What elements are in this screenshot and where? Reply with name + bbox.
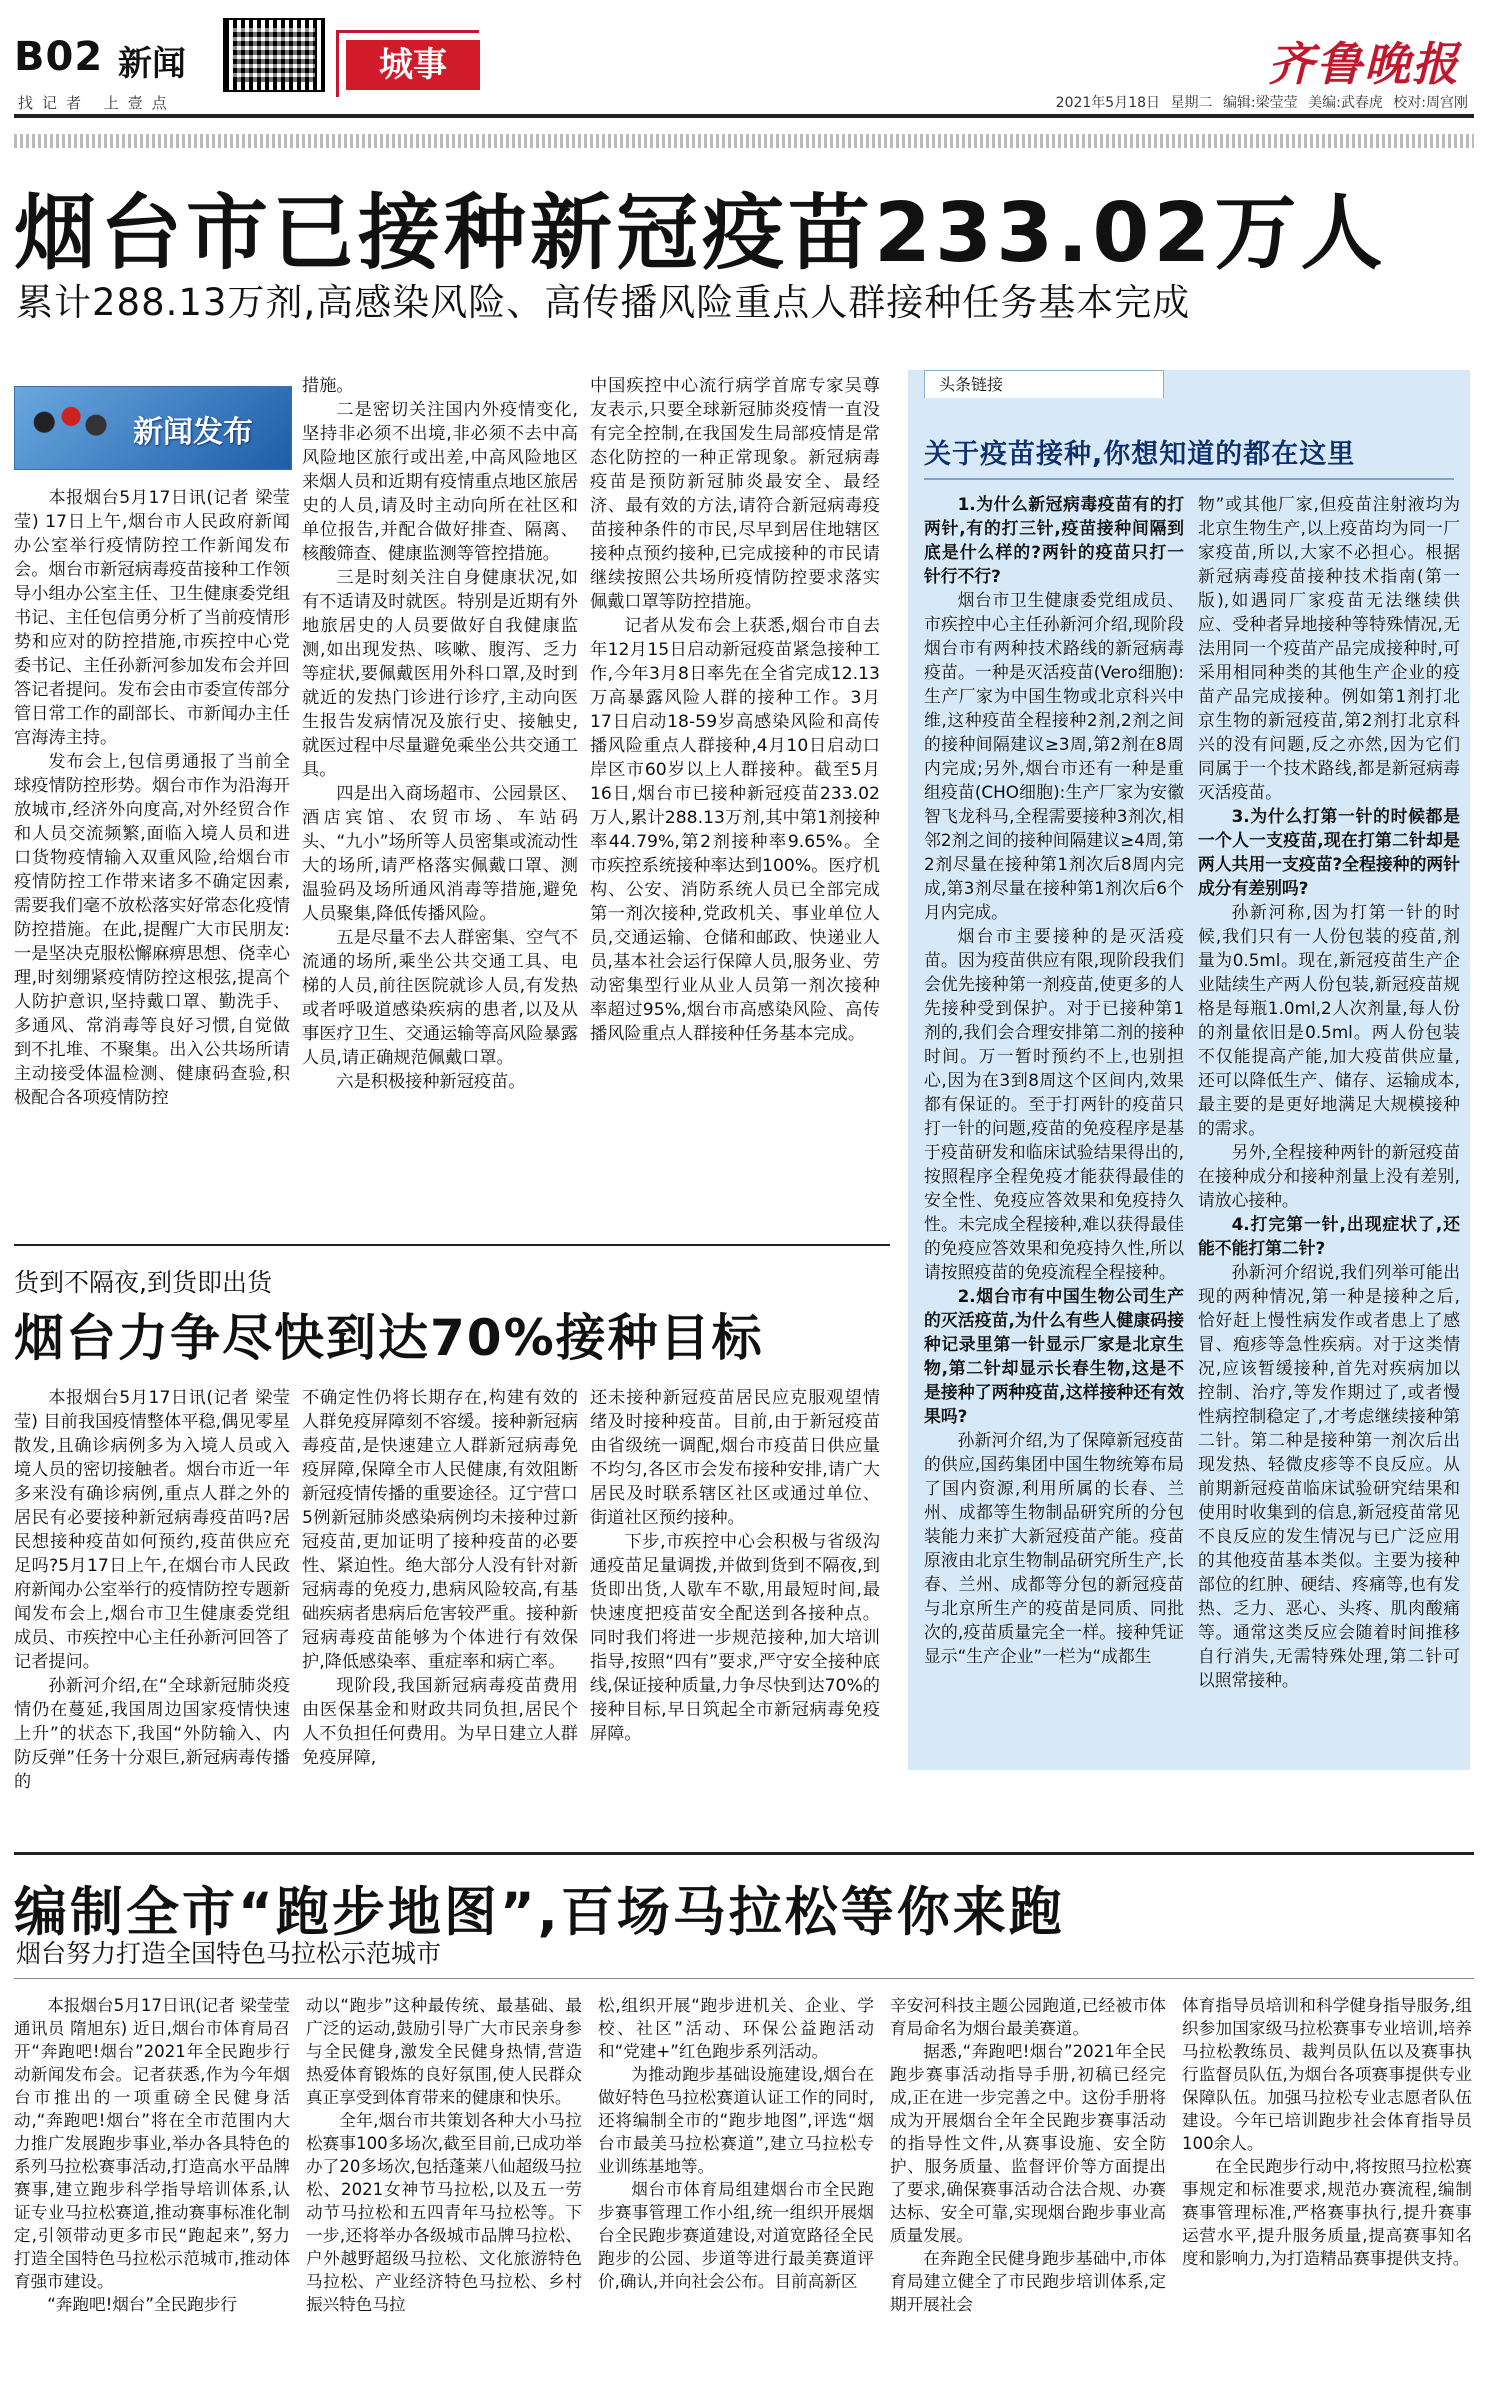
- paragraph: 全年,烟台市共策划各种大小马拉松赛事100多场次,截至目前,已成功举办了20多场次,包括蓬莱八仙超级马拉松、2021女神节马拉松,以及五一劳动节马拉松和五四青年马拉松等。下一步,还将举办各级城市品牌马拉松、户外越野超级马拉松、文化旅游特色马拉松、产业经济特色马拉松、乡村振兴特色马拉: [306, 2111, 582, 2314]
- answer: 孙新河称,因为打第一针的时候,我们只有一人份包装的疫苗,剂量为0.5ml。现在,新冠疫苗生产企业陆续生产两人份包装,新冠疫苗规格是每瓶1.0ml,2人次剂量,每人份的剂量依旧是0.5ml。两人份包装不仅能提高产能,加大疫苗供应量,还可以降低生产、储存、运输成本,最主要的是更好地满足大规模接种的需求。: [1198, 902, 1460, 1138]
- slogan: 找记者 上壹点: [18, 94, 176, 112]
- sidebar-rule: [924, 478, 1454, 480]
- question: 2.烟台市有中国生物公司生产的灭活疫苗,为什么有些人健康码接种记录里第一针显示厂家是北京生物,第二针却显示长春生物,这是不是接种了两种疫苗,这样接种还有效果吗?: [924, 1286, 1184, 1426]
- answer: 物”或其他厂家,但疫苗注射液均为北京生物生产,以上疫苗均为同一厂家疫苗,所以,大家不必担心。根据新冠病毒疫苗接种技术指南(第一版),如遇同厂家疫苗无法继续供应、受种者异地接种等特殊情况,无法用同一个疫苗产品完成接种时,可采用相同种类的其他生产企业的疫苗产品完成接种。例如第1剂打北京生物的新冠疫苗,第2剂打北京科兴的没有问题,反之亦然,因为它们同属于一个技术路线,都是新冠病毒灭活疫苗。: [1198, 494, 1460, 802]
- paragraph: 本报烟台5月17日讯(记者 梁莹莹) 17日上午,烟台市人民政府新闻办公室举行疫情防控工作新闻发布会。烟台市新冠病毒疫苗接种工作领导小组办公室主任、卫生健康委党组书记、主任包信勇分析了当前疫情形势和应对的防控措施,市疾控中心党委书记、主任孙新河参加发布会并回答记者提问。发布会由市委宣传部分管日常工作的副部长、市新闻办主任宫海涛主持。: [14, 488, 290, 748]
- answer: 烟台市卫生健康委党组成员、市疾控中心主任孙新河介绍,现阶段烟台市有两种技术路线的新冠病毒疫苗。一种是灭活疫苗(Vero细胞):生产厂家为中国生物或北京科兴中维,这种疫苗全程接种2剂,2剂之间的接种间隔建议≥3周,第2剂在8周内完成;另外,烟台市还有一种是重组疫苗(CHO细胞):生产厂家为安徽智飞龙科马,全程需要接种3剂次,相邻2剂之间的接种间隔建议≥4周,第2剂尽量在接种第1剂次后8周内完成,第3剂尽量在接种第1剂次后6个月内完成。: [924, 590, 1184, 922]
- date: 2021年5月18日: [1055, 95, 1161, 111]
- proofreader: 校对:周宫刚: [1393, 95, 1468, 111]
- question: 3.为什么打第一针的时候都是一个人一支疫苗,现在打第二针却是两人共用一支疫苗?全程接种的两针成分有差别吗?: [1198, 806, 1460, 898]
- article2-col3: [590, 1386, 880, 1746]
- article1-col1: [14, 486, 290, 1110]
- question: 1.为什么新冠病毒疫苗有的打两针,有的打三针,疫苗接种间隔到底是什么样的?两针的疫苗只打一针行不行?: [924, 494, 1184, 586]
- article3-col1: [14, 1994, 290, 2316]
- top-rule-pattern: [14, 134, 1474, 148]
- paragraph: 为推动跑步基础设施建设,烟台在做好特色马拉松赛道认证工作的同时,还将编制全市的“跑步地图”,评选“烟台市最美马拉松赛道”,建立马拉松专业训练基地等。: [598, 2065, 874, 2176]
- microphones-icon: [25, 399, 121, 457]
- paragraph: 措施。: [302, 376, 354, 396]
- paragraph: 下步,市疾控中心会积极与省级沟通疫苗足量调拨,并做到货到不隔夜,到货即出货,人歇车不歇,用最短时间,最快速度把疫苗安全配送到各接种点。同时我们将进一步规范接种,加大培训指导,按照“四有”要求,严守安全接种底线,保证接种质量,力争尽快到达70%的接种目标,早日筑起全市新冠病毒免疫屏障。: [590, 1532, 880, 1744]
- question: 4.打完第一针,出现症状了,还能不能打第二针?: [1198, 1214, 1460, 1258]
- paragraph: 发布会上,包信勇通报了当前全球疫情防控形势。烟台市作为沿海开放城市,经济外向度高,对外经贸合作和人员交流频繁,面临入境人员和进口货物疫情输入双重风险,给烟台市疫情防控工作带来诸多不确定因素,需要我们毫不放松落实好常态化疫情防控措施。在此,提醒广大市民朋友:一是坚决克服松懈麻痹思想、侥幸心理,时刻绷紧疫情防控这根弦,提高个人防护意识,坚持戴口罩、勤洗手、多通风、常消毒等良好习惯,自觉做到不扎堆、不聚集。出入公共场所请主动接受体温检测、健康码查验,积极配合各项疫情防控: [14, 752, 290, 1108]
- section-divider: [14, 1852, 1474, 1855]
- article2-headline: 烟台力争尽快到达70%接种目标: [14, 1309, 764, 1367]
- article2-kicker: 货到不隔夜,到货即出货: [14, 1268, 272, 1297]
- section-divider: [14, 1244, 890, 1246]
- article2-col1: [14, 1386, 290, 1794]
- paragraph: 本报烟台5月17日讯(记者 梁莹莹 通讯员 隋旭东) 近日,烟台市体育局召开“奔跑吧!烟台”2021年全民跑步行动新闻发布会。记者获悉,作为今年烟台市推出的一项重磅全民健身活动,“奔跑吧!烟台”将在全市范围内大力推广发展跑步事业,举办各具特色的系列马拉松赛事活动,打造高水平品牌赛事,建立跑步科学指导培训体系,认证专业马拉松赛道,推动赛事标准化制定,引领带动更多市民“跑起来”,努力打造全国特色马拉松示范城市,推动体育强市建设。: [14, 1996, 290, 2291]
- paragraph: 不确定性仍将长期存在,构建有效的人群免疫屏障刻不容缓。接种新冠病毒疫苗,是快速建立人群新冠病毒免疫屏障,保障全市人民健康,有效阻断新冠疫情传播的重要途径。辽宁营口5例新冠肺炎感染病例均未接种过新冠疫苗,更加证明了接种疫苗的必要性、紧迫性。绝大部分人没有针对新冠病毒的免疫力,患病风险较高,有基础疾病者患病后危害较严重。接种新冠病毒疫苗能够为个体进行有效保护,降低感染率、重症率和病亡率。: [302, 1388, 578, 1672]
- editor: 编辑:梁莹莹: [1222, 95, 1298, 111]
- paragraph: 中国疾控中心流行病学首席专家吴尊友表示,只要全球新冠肺炎疫情一直没有完全控制,在我国发生局部疫情是常态化防控的一种正常现象。新冠病毒疫苗是预防新冠肺炎最安全、最经济、最有效的方法,请符合新冠病毒疫苗接种条件的市民,尽早到居住地辖区接种点预约接种,已完成接种的市民请继续按照公共场所疫情防控要求落实佩戴口罩等防控措施。: [590, 376, 880, 612]
- paragraph: 松,组织开展“跑步进机关、企业、学校、社区”活动、环保公益跑活动和“党建+”红色跑步系列活动。: [598, 1996, 874, 2061]
- paragraph: 六是积极接种新冠疫苗。: [336, 1072, 526, 1092]
- answer: 烟台市主要接种的是灭活疫苗。因为疫苗供应有限,现阶段我们会优先接种第一剂疫苗,使更多的人先接种受到保护。对于已接种第1剂的,我们会合理安排第二剂的接种时间。万一暂时预约不上,也别担心,因为在3到8周这个区间内,效果都有保证的。至于打两针的疫苗只打一针的问题,疫苗的免疫程序是基于疫苗研发和临床试验结果得出的,按照程序全程免疫才能获得最佳的安全性、免疫应答效果和免疫持久性。未完成全程接种,难以获得最佳的免疫应答效果和免疫持久性,所以请按照疫苗的免疫流程全程接种。: [924, 926, 1184, 1282]
- page-code: B02: [14, 34, 104, 80]
- top-rule: [14, 114, 1474, 118]
- main-headline: 烟台市已接种新冠疫苗233.02万人: [14, 186, 1387, 281]
- paragraph: 在奔跑全民健身跑步基础中,市体育局建立健全了市民跑步培训体系,定期开展社会: [890, 2249, 1166, 2314]
- sidebar-col-right: [1198, 492, 1460, 1692]
- article1-col3: [590, 374, 880, 1046]
- answer: 孙新河介绍,为了保障新冠疫苗的供应,国药集团中国生物统筹布局了国内资源,利用所属的长春、兰州、成都等生物制品研究所的分包装能力来扩大新冠疫苗产能。疫苗原液由北京生物制品研究所生产,长春、兰州、成都等分包的新冠疫苗与北京所生产的疫苗是同质、同批次的,疫苗质量完全一样。接种凭证显示“生产企业”一栏为“成都生: [924, 1430, 1184, 1666]
- designer: 美编:武春虎: [1308, 95, 1383, 111]
- column-label: 城事: [346, 40, 480, 90]
- weekday: 星期二: [1170, 95, 1213, 111]
- qr-code[interactable]: [223, 18, 325, 92]
- banner-text: 新闻发布: [133, 415, 253, 450]
- paragraph: 还未接种新冠疫苗居民应克服观望情绪及时接种疫苗。目前,由于新冠疫苗由省级统一调配,烟台市疫苗日供应量不均匀,各区市会发布接种安排,请广大居民及时联系辖区社区或通过单位、街道社区预约接种。: [590, 1388, 880, 1528]
- sidebar-col-left: [924, 492, 1184, 1668]
- answer: 孙新河介绍说,我们列举可能出现的两种情况,第一种是接种之后,恰好赶上慢性病发作或者患上了感冒、疱疹等急性疾病。对于这类情况,应该暂缓接种,首先对疾病加以控制、治疗,等发作期过了,或者慢性病控制稳定了,才考虑继续接种第二针。第二种是接种第一剂次后出现发热、轻微皮疹等不良反应。从前期新冠疫苗临床试验研究结果和使用时收集到的信息,新冠疫苗常见不良反应的发生情况与已广泛应用的其他疫苗基本类似。主要为接种部位的红肿、硬结、疼痛等,也有发热、乏力、恶心、头疼、肌肉酸痛等。通常这类反应会随着时间推移自行消失,无需特殊处理,第二针可以照常接种。: [1198, 1262, 1460, 1690]
- paragraph: 四是出入商场超市、公园景区、酒店宾馆、农贸市场、车站码头、“九小”场所等人员密集或流动性大的场所,请严格落实佩戴口罩、测温验码及场所通风消毒等措施,避免人员聚集,降低传播风险。: [302, 784, 578, 924]
- dateline: [1056, 92, 1468, 112]
- article3-col2: [306, 1994, 582, 2316]
- paragraph: 动以“跑步”这种最传统、最基础、最广泛的运动,鼓励引导广大市民亲身参与全民健身,激发全民健身热情,营造热爱体育锻炼的良好氛围,使人民群众真正享受到体育带来的健康和快乐。: [306, 1996, 582, 2107]
- article2-col2: [302, 1386, 578, 1770]
- paragraph: 二是密切关注国内外疫情变化,坚持非必须不出境,非必须不去中高风险地区旅行或出差,中高风险地区来烟人员和近期有疫情重点地区旅居史的人员,请及时主动向所在社区和单位报告,并配合做好排查、隔离、核酸筛查、健康监测等管控措施。: [302, 400, 578, 564]
- article3-col5: [1182, 1994, 1472, 2270]
- paragraph: 孙新河介绍,在“全球新冠肺炎疫情仍在蔓延,我国周边国家疫情快速上升”的状态下,我国“外防输入、内防反弹”任务十分艰巨,新冠病毒传播的: [14, 1676, 290, 1792]
- paragraph: 辛安河科技主题公园跑道,已经被市体育局命名为烟台最美赛道。: [890, 1996, 1166, 2038]
- paragraph: 五是尽量不去人群密集、空气不流通的场所,乘坐公共交通工具、电梯的人员,前往医院就诊人员,有发热或者呼吸道感染疾病的患者,以及从事医疗卫生、交通运输等高风险暴露人员,请正确规范佩戴口罩。: [302, 928, 578, 1068]
- paragraph: 三是时刻关注自身健康状况,如有不适请及时就医。特别是近期有外地旅居史的人员要做好自我健康监测,如出现发热、咳嗽、腹泻、乏力等症状,要佩戴医用外科口罩,及时到就近的发热门诊进行诊疗,主动向医生报告发病情况及旅行史、接触史,就医过程中尽量避免乘坐公共交通工具。: [302, 568, 578, 780]
- paragraph: “奔跑吧!烟台”全民跑步行: [47, 2295, 237, 2314]
- sidebar-tab: 头条链接: [924, 370, 1164, 398]
- article3-headline: 编制全市“跑步地图”,百场马拉松等你来跑: [14, 1882, 1065, 1943]
- section-divider: [14, 1978, 1474, 1979]
- article1-col2: [302, 374, 578, 1094]
- paragraph: 在全民跑步行动中,将按照马拉松赛事规定和标准要求,规范办赛流程,编制赛事管理标准,严格赛事执行,提升赛事运营水平,提升服务质量,提高赛事知名度和影响力,为打造精品赛事提供支持。: [1182, 2157, 1472, 2268]
- main-subheadline: 累计288.13万剂,高感染风险、高传播风险重点人群接种任务基本完成: [16, 281, 1191, 324]
- article3-col3: [598, 1994, 874, 2293]
- news-release-banner: [14, 386, 292, 470]
- paragraph: 本报烟台5月17日讯(记者 梁莹莹) 目前我国疫情整体平稳,偶见零星散发,且确诊病例多为入境人员或入境人员的密切接触者。烟台市近一年多来没有确诊病例,重点人群之外的居民有必要接种新冠病毒疫苗吗?居民想接种疫苗如何预约,疫苗供应充足吗?5月17日上午,在烟台市人民政府新闻办公室举行的疫情防控专题新闻发布会上,烟台市卫生健康委党组成员、市疾控中心主任孙新河回答了记者提问。: [14, 1388, 290, 1672]
- sidebar-title: 关于疫苗接种,你想知道的都在这里: [924, 439, 1356, 470]
- paragraph: 体育指导员培训和科学健身指导服务,组织参加国家级马拉松赛事专业培训,培养马拉松教练员、裁判员队伍以及赛事执行监督员队伍,为烟台各项赛事提供专业保障队伍。加强马拉松专业志愿者队伍建设。今年已培训跑步社会体育指导员100余人。: [1182, 1996, 1472, 2153]
- section-name: 新闻: [118, 44, 186, 84]
- answer: 另外,全程接种两针的新冠疫苗在接种成分和接种剂量上没有差别,请放心接种。: [1198, 1142, 1460, 1210]
- paragraph: 现阶段,我国新冠病毒疫苗费用由医保基金和财政共同负担,居民个人不负担任何费用。为早日建立人群免疫屏障,: [302, 1676, 578, 1768]
- article3-col4: [890, 1994, 1166, 2316]
- newspaper-logo: 齐鲁晚报: [1268, 37, 1460, 91]
- paragraph: 记者从发布会上获悉,烟台市自去年12月15日启动新冠疫苗紧急接种工作,今年3月8日率先在全省完成12.13万高暴露风险人群的接种工作。3月17日启动18-59岁高感染风险和高传播风险重点人群接种,4月10日启动口岸区市60岁以上人群接种。截至5月16日,烟台市已接种新冠疫苗233.02万人,累计288.13万剂,其中第1剂接种率44.79%,第2剂接种率9.65%。全市疾控系统接种率达到100%。医疗机构、公安、消防系统人员已全部完成第一剂次接种,党政机关、事业单位人员,交通运输、仓储和邮政、快递业人员,基本社会运行保障人员,服务业、劳动密集型行业从业人员第一剂次接种率超过95%,烟台市高感染风险、高传播风险重点人群接种任务基本完成。: [590, 616, 880, 1044]
- paragraph: 烟台市体育局组建烟台市全民跑步赛事管理工作小组,统一组织开展烟台全民跑步赛道建设,对道宽路径全民跑步的公园、步道等进行最美赛道评价,确认,并向社会公布。目前高新区: [598, 2180, 874, 2291]
- article3-subheadline: 烟台努力打造全国特色马拉松示范城市: [16, 1939, 442, 1968]
- paragraph: 据悉,“奔跑吧!烟台”2021年全民跑步赛事活动指导手册,初稿已经完成,正在进一步完善之中。这份手册将成为开展烟台全年全民跑步赛事活动的指导性文件,从赛事设施、安全防护、服务质量、监督评价等方面提出了要求,确保赛事活动合法合规、办赛达标、安全可靠,实现烟台跑步事业高质量发展。: [890, 2042, 1166, 2245]
